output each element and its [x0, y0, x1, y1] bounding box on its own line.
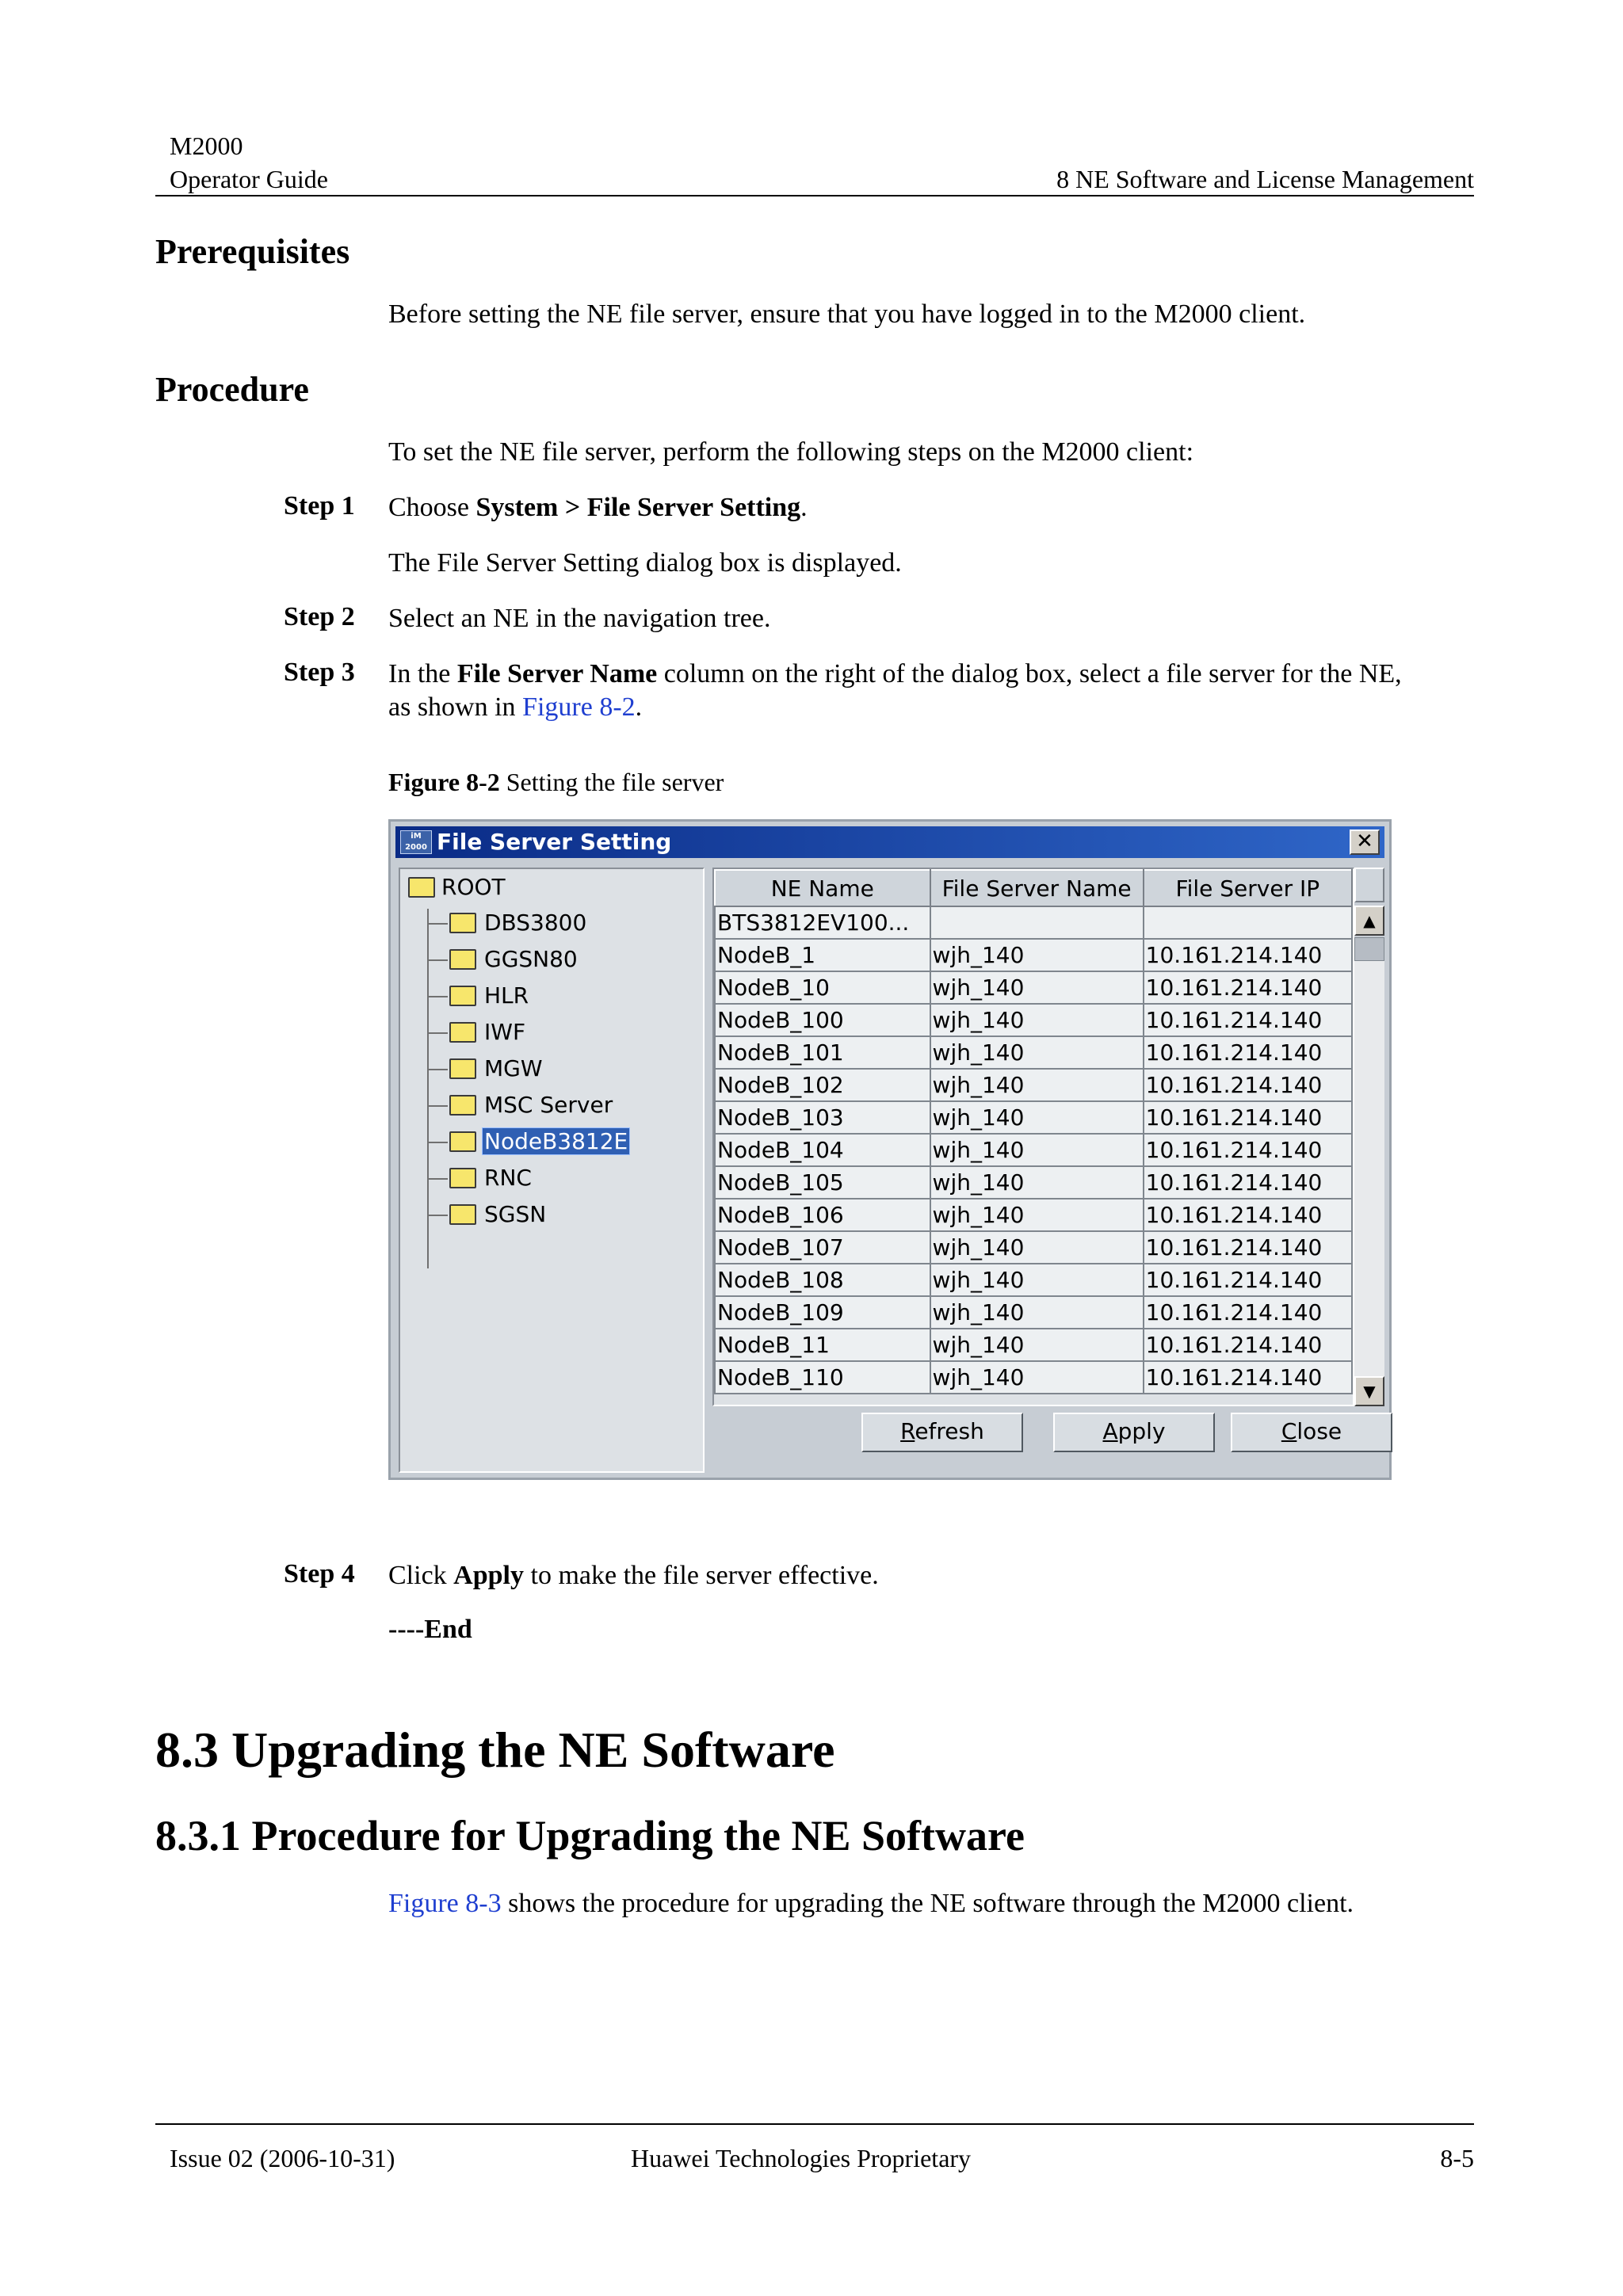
- cell-file-server-name[interactable]: wjh_140: [930, 1361, 1144, 1394]
- table-row[interactable]: [715, 1004, 1352, 1036]
- cell-file-server-ip[interactable]: 10.161.214.140: [1144, 1296, 1352, 1329]
- procedure-end: ----End: [388, 1615, 472, 1644]
- cell-file-server-name[interactable]: wjh_140: [930, 1101, 1144, 1134]
- prerequisites-heading: Prerequisites: [155, 232, 350, 271]
- cell-ne-name[interactable]: NodeB_1: [715, 939, 930, 971]
- footer-issue: Issue 02 (2006-10-31): [170, 2144, 395, 2172]
- footer-page: 8-5: [1440, 2144, 1474, 2172]
- cell-file-server-name[interactable]: wjh_140: [930, 971, 1144, 1004]
- cell-file-server-ip[interactable]: 10.161.214.140: [1144, 1166, 1352, 1199]
- folder-icon: [449, 913, 476, 933]
- section-8-3-1-text: Figure 8-3 shows the procedure for upgrading the NE software through the M2000 client.: [388, 1889, 1354, 1918]
- prerequisites-text: Before setting the NE file server, ensure that you have logged in to the M2000 client.: [388, 299, 1306, 329]
- cell-file-server-ip[interactable]: 10.161.214.140: [1144, 1101, 1352, 1134]
- tree-item-iwf[interactable]: IWF: [449, 1016, 527, 1048]
- table-row[interactable]: [715, 1134, 1352, 1166]
- cell-ne-name[interactable]: NodeB_11: [715, 1329, 930, 1361]
- step1-text: Choose System > File Server Setting.: [388, 493, 808, 522]
- cell-file-server-name[interactable]: [930, 906, 1144, 939]
- cell-ne-name[interactable]: NodeB_102: [715, 1069, 930, 1101]
- figure-8-2-link[interactable]: Figure 8-2: [522, 692, 636, 722]
- step3-label: Step 3: [284, 658, 355, 687]
- cell-file-server-name[interactable]: wjh_140: [930, 939, 1144, 971]
- step4-text: Click Apply to make the file server effective.: [388, 1561, 879, 1590]
- table-row[interactable]: [715, 939, 1352, 971]
- step2-text: Select an NE in the navigation tree.: [388, 604, 771, 633]
- scroll-down-icon[interactable]: ▼: [1354, 1376, 1384, 1406]
- header-doc-title: Operator Guide: [170, 165, 328, 193]
- step3-text: In the File Server Name column on the right of the dialog box, select a file server for the NE, as shown in Figure 8-2.: [388, 659, 1402, 722]
- cell-file-server-name[interactable]: wjh_140: [930, 1264, 1144, 1296]
- tree-item-msc-server[interactable]: MSC Server: [449, 1089, 614, 1121]
- column-header-ne-name[interactable]: NE Name: [715, 870, 930, 906]
- cell-file-server-ip[interactable]: 10.161.214.140: [1144, 1361, 1352, 1394]
- table-row[interactable]: [715, 1036, 1352, 1069]
- file-server-setting-dialog: [388, 819, 1392, 1480]
- step4-label: Step 4: [284, 1559, 355, 1589]
- folder-icon: [449, 986, 476, 1006]
- cell-file-server-name[interactable]: wjh_140: [930, 1036, 1144, 1069]
- footer-company: Huawei Technologies Proprietary: [631, 2144, 972, 2172]
- cell-file-server-name[interactable]: wjh_140: [930, 1134, 1144, 1166]
- table-row[interactable]: [715, 971, 1352, 1004]
- folder-icon: [449, 1095, 476, 1116]
- scroll-thumb[interactable]: [1354, 937, 1384, 961]
- cell-file-server-name[interactable]: wjh_140: [930, 1166, 1144, 1199]
- cell-file-server-name[interactable]: wjh_140: [930, 1069, 1144, 1101]
- table-row[interactable]: [715, 1199, 1352, 1231]
- table-row[interactable]: [715, 1264, 1352, 1296]
- folder-icon: [449, 1022, 476, 1043]
- cell-file-server-ip[interactable]: 10.161.214.140: [1144, 1069, 1352, 1101]
- cell-file-server-ip[interactable]: 10.161.214.140: [1144, 1004, 1352, 1036]
- column-header-file-server-name[interactable]: File Server Name: [930, 870, 1144, 906]
- step1-label: Step 1: [284, 491, 355, 521]
- cell-file-server-ip[interactable]: 10.161.214.140: [1144, 1199, 1352, 1231]
- table-row[interactable]: [715, 1329, 1352, 1361]
- section-8-3-1-title: 8.3.1 Procedure for Upgrading the NE Software: [155, 1812, 1025, 1859]
- cell-ne-name[interactable]: NodeB_108: [715, 1264, 930, 1296]
- cell-file-server-name[interactable]: wjh_140: [930, 1231, 1144, 1264]
- step1-note: The File Server Setting dialog box is displayed.: [388, 548, 902, 578]
- tree-item-nodeb3812e[interactable]: NodeB3812E: [449, 1126, 629, 1158]
- cell-file-server-ip[interactable]: 10.161.214.140: [1144, 1329, 1352, 1361]
- table-row[interactable]: [715, 1069, 1352, 1101]
- tree-root[interactable]: ROOT: [408, 874, 506, 900]
- footer-rule: [155, 2123, 1474, 2125]
- close-button[interactable]: Close: [1231, 1413, 1392, 1452]
- cell-ne-name[interactable]: NodeB_101: [715, 1036, 930, 1069]
- dialog-title: File Server Setting: [437, 829, 672, 855]
- procedure-intro: To set the NE file server, perform the following steps on the M2000 client:: [388, 437, 1194, 467]
- tree-item-rnc[interactable]: RNC: [449, 1162, 533, 1194]
- tree-item-dbs3800[interactable]: DBS3800: [449, 907, 588, 939]
- app-logo-icon: iM 2000: [400, 830, 432, 854]
- header-product: M2000: [170, 132, 243, 160]
- navigation-tree: [399, 868, 705, 1473]
- cell-file-server-name[interactable]: wjh_140: [930, 1329, 1144, 1361]
- cell-ne-name[interactable]: NodeB_104: [715, 1134, 930, 1166]
- scroll-up-icon[interactable]: ▲: [1354, 906, 1384, 936]
- cell-ne-name[interactable]: NodeB_105: [715, 1166, 930, 1199]
- folder-icon: [449, 1131, 476, 1152]
- cell-file-server-ip[interactable]: 10.161.214.140: [1144, 971, 1352, 1004]
- cell-file-server-ip[interactable]: 10.161.214.140: [1144, 1231, 1352, 1264]
- cell-ne-name[interactable]: NodeB_106: [715, 1199, 930, 1231]
- column-header-file-server-ip[interactable]: File Server IP: [1144, 870, 1352, 906]
- folder-icon: [449, 1058, 476, 1079]
- cell-file-server-ip[interactable]: 10.161.214.140: [1144, 1134, 1352, 1166]
- figure-8-3-link[interactable]: Figure 8-3: [388, 1889, 502, 1918]
- table-row[interactable]: [715, 1296, 1352, 1329]
- table-row[interactable]: [715, 906, 1352, 939]
- folder-icon: [449, 949, 476, 970]
- apply-button[interactable]: Apply: [1053, 1413, 1215, 1452]
- table-row[interactable]: [715, 1231, 1352, 1264]
- figure-caption: Figure 8-2 Setting the file server: [388, 768, 724, 796]
- tree-item-ggsn80[interactable]: GGSN80: [449, 944, 579, 975]
- header-rule: [155, 195, 1474, 196]
- table-row[interactable]: [715, 1101, 1352, 1134]
- cell-ne-name[interactable]: NodeB_107: [715, 1231, 930, 1264]
- step2-label: Step 2: [284, 602, 355, 631]
- file-server-table: [712, 868, 1354, 1406]
- section-8-3-title: 8.3 Upgrading the NE Software: [155, 1722, 835, 1778]
- header-chapter: 8 NE Software and License Management: [1056, 165, 1474, 193]
- tree-item-hlr[interactable]: HLR: [449, 980, 530, 1012]
- cell-ne-name[interactable]: NodeB_103: [715, 1101, 930, 1134]
- table-scrollbar[interactable]: [1354, 868, 1384, 1406]
- cell-file-server-ip[interactable]: 10.161.214.140: [1144, 1036, 1352, 1069]
- cell-file-server-name[interactable]: wjh_140: [930, 1004, 1144, 1036]
- table-row[interactable]: [715, 1166, 1352, 1199]
- refresh-button[interactable]: Refresh: [861, 1413, 1023, 1452]
- cell-ne-name[interactable]: NodeB_100: [715, 1004, 930, 1036]
- procedure-heading: Procedure: [155, 370, 309, 409]
- cell-file-server-ip[interactable]: 10.161.214.140: [1144, 939, 1352, 971]
- cell-file-server-ip[interactable]: [1144, 906, 1352, 939]
- cell-ne-name[interactable]: BTS3812EV100...: [715, 906, 930, 939]
- folder-icon: [449, 1168, 476, 1188]
- tree-item-sgsn[interactable]: SGSN: [449, 1199, 548, 1230]
- folder-icon: [449, 1204, 476, 1225]
- dialog-titlebar: [395, 826, 1384, 858]
- cell-ne-name[interactable]: NodeB_109: [715, 1296, 930, 1329]
- cell-ne-name[interactable]: NodeB_110: [715, 1361, 930, 1394]
- tree-item-mgw[interactable]: MGW: [449, 1053, 544, 1085]
- cell-file-server-ip[interactable]: 10.161.214.140: [1144, 1264, 1352, 1296]
- close-icon[interactable]: ✕: [1350, 830, 1380, 855]
- cell-file-server-name[interactable]: wjh_140: [930, 1296, 1144, 1329]
- table-row[interactable]: [715, 1361, 1352, 1394]
- folder-open-icon: [408, 877, 435, 898]
- cell-file-server-name[interactable]: wjh_140: [930, 1199, 1144, 1231]
- cell-ne-name[interactable]: NodeB_10: [715, 971, 930, 1004]
